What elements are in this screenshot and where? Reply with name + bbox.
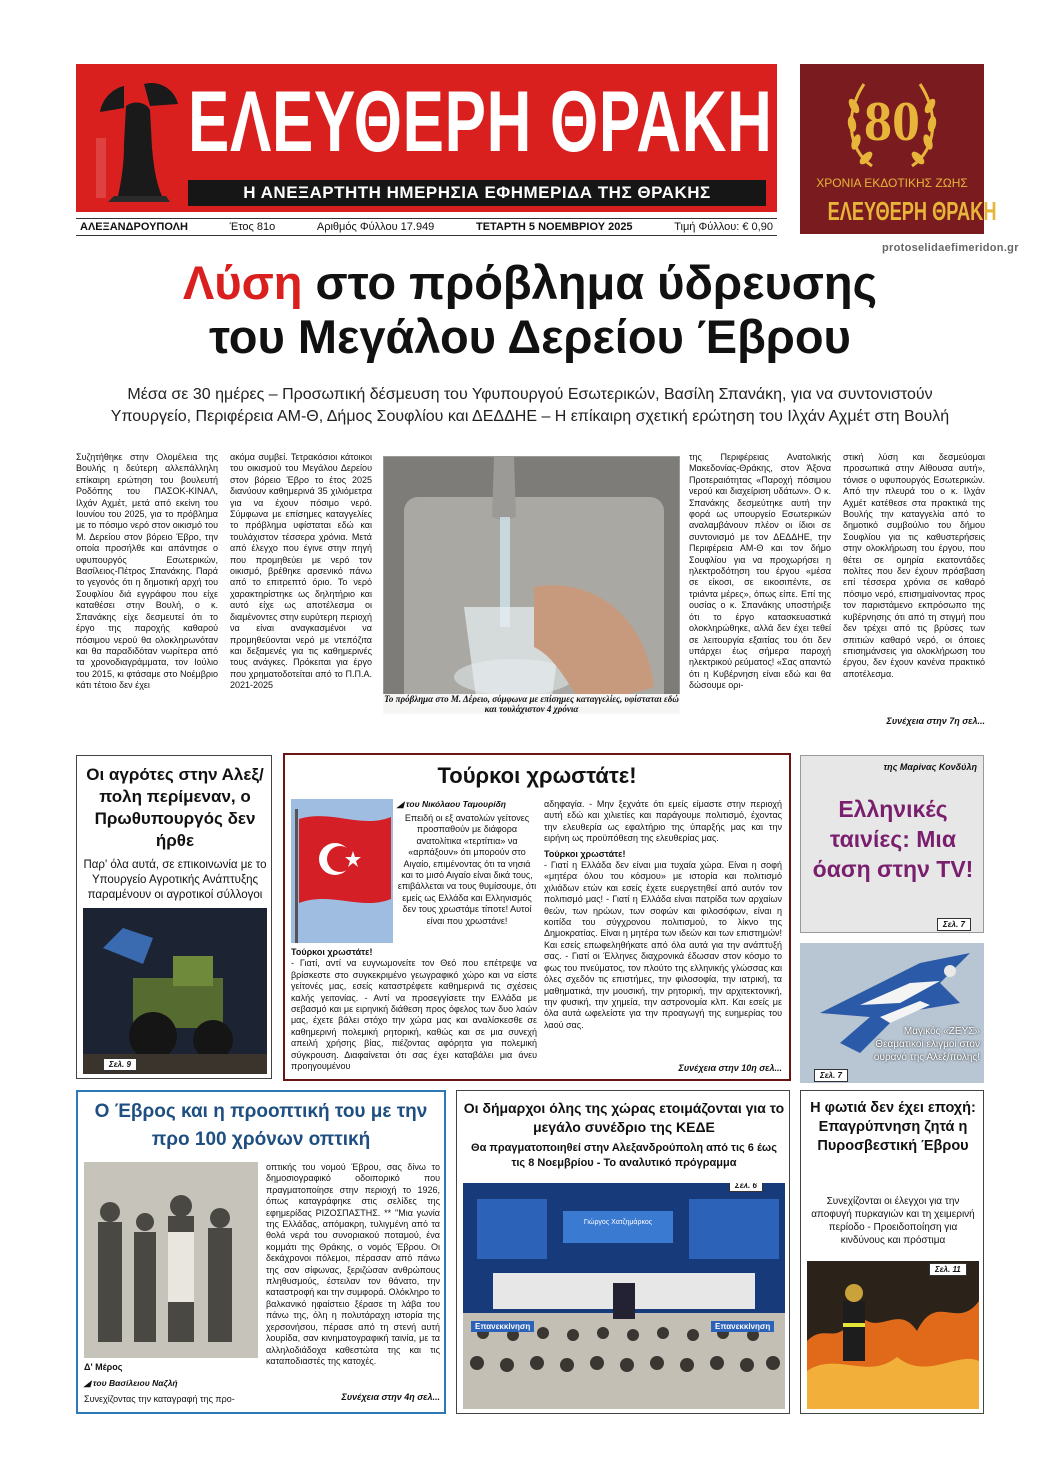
anniversary-number: 80 — [864, 91, 920, 153]
lead-subhead — [60, 384, 1000, 428]
turkish-flag-icon — [291, 799, 393, 943]
evros-continue-link[interactable]: Συνέχεια στην 4η σελ... — [341, 1392, 440, 1402]
films-box — [800, 755, 984, 933]
evros-title: Ο Έβρος και η προοπτική του με την προ 100 χρόνων οπτική — [94, 1101, 428, 1150]
headline-red-word: Λύση — [182, 256, 303, 309]
farmers-box — [76, 755, 272, 1079]
turkish-flag-photo — [291, 799, 393, 943]
lead-column-3: της Περιφέρειας Ανατολικής Μακεδονίας-Θράκης, στον Άξονα Προτεραιότητας «Παροχή πόσιμου νερού και διαχείριση υδάτων». Ο κ. Σπανάκης δεσμεύτηκε αυτή την φορά ως υπουργείο Εσωτερικών αναλαμβάνουν πλέον οι ίδιοι σε συντονισμό με τον ΔΕΔΔΗΕ, την Περιφέρεια ΑΜ-Θ και τον δήμο Σουφλίου για να προχωρήσει η ηλεκτροδότηση του έργου «μέσα σε είκοσι, σε εικοσιπέντε, σε τριάντα μέρες», όπως είπε. Επί της ουσίας ο κ. Σπανάκης υποστήριξε ότι το έργο κατασκευαστικά ολοκληρώθηκε, αλλά δεν έχει τεθεί σε λειτουργία εξαιτίας του ότι δεν υπάρχει έως σήμερα παροχή ηλεκτρικού ρεύματος! «Σας απαντώ ότι η Κυβέρνηση είναι εδώ και θα δώσουμε ορι- — [689, 452, 831, 691]
water-glass-illustration-icon — [384, 457, 680, 714]
dateline — [76, 218, 777, 236]
masthead-title: ΕΛΕΥΘΕΡΗ ΘΡΑΚΗ — [188, 74, 773, 170]
farmers-text: Παρ' όλα αυτά, σε επικοινωνία με το Υπουργείο Αγροτικής Ανάπτυξης παραμένουν οι αγροτικοί σύλλογοι — [83, 859, 267, 901]
dateline-city: ΑΛΕΞΑΝΔΡΟΥΠΟΛΗ — [80, 221, 188, 233]
anniversary-text: ΧΡΟΝΙΑ ΕΚΔΟΤΙΚΗΣ ΖΩΗΣ — [816, 176, 968, 190]
evros-historic-photo — [84, 1162, 258, 1358]
turks-paragraph-1: - Γιατί, αντί να ευγνωμονείτε τον Θεό που επέτρεψε να βρίσκεστε στο συγκεκριμένο γεωγραφικό χώρο και να είστε γείτονές μας, εσείς καταστρέφετε καθημερινά τις σχέσεις καλής γειτονίας. - Αντί να προσεγγίσετε την Ελλάδα με σεβασμό και με ειρηνική διάθεση προς όφελος των δυο λαών μας, έχετε βάλει στόχο την χώρα μας και αναλίσκεσθε σε καθημερινή πολεμική ρητορική, καθώς και σε μια συνεχή απειλή χρήσης βίας, πιέζοντας αφόρητα για πολεμική σύγκρουση. Διαφαίνεται ότι σας έχει καταβάλει μια άνευ προηγουμένου — [291, 958, 537, 1072]
zeus-jet-photo — [800, 943, 984, 1083]
films-author: της Μαρίνας Κονδύλη — [883, 762, 977, 772]
turks-author — [397, 799, 537, 810]
fire-text: Συνεχίζονται οι έλεγχοι για την αποφυγή πυρκαγιών και τη χειμερινή περίοδο - Προειδοποίηση για κινδύνους και πρόστιμα — [811, 1196, 975, 1246]
evros-text-right: οπτικής του νομού Έβρου, σας δίνω το δημοσιογραφικό οδοιπορικό που πραγματοποίησε στην περιοχή το 1926, όπως καταγράφηκε στις σελίδες της εφημερίδας ΡΙΖΟΣΠΑΣΤΗΣ. ** "Μια γωνία της Ελλάδας, απόμακρη, τυλιγμένη από τα θολά νερά του συνοριακού ποταμού, ένα κομμάτι της Θράκης, ο νομός Έβρου. Οι δεκάχρονοι πόλεμοι, πέρασαν από πάνω της σαν σίφωνας, ξεριζώσαν ανθρώπους πληθυσμούς, έστειλαν τον θάνατο, την καταστροφή και την συμφορά. Ολόκληρο το βαλκανικό ηφαίστειο ξέρασε τη λάβα του πάνω της, όλη η πολυτάραχη ιστορία της χερσονήσου, πέρασε από τη στενή αυτή λουρίδα, σαν κινηματογραφική ταινία, με τα αλληλοδιάδοχα καθεστώτα της και τις καταποδιαστές της κατοχές. — [266, 1162, 440, 1366]
evros-author-name: του Βασίλειου Ναζλή — [92, 1378, 178, 1388]
lead-headline — [60, 256, 1000, 364]
zeus-caption: Μαγικός «ΖΕΥΣ» Θεαματικοί ελιγμοί στον ουρανό της Αλεξ/πολης! — [873, 1026, 980, 1063]
farmers-title: Οι αγρότες στην Αλεξ/πολη περίμεναν, ο Πρωθυπουργός δεν ήρθε — [86, 765, 264, 850]
fire-box — [800, 1090, 984, 1414]
turks-paragraph-2: αδηφαγία. - Μην ξεχνάτε ότι εμείς είμαστε στην περιοχή αυτή εδώ και χιλιετίες και παράγουμε πολιτισμό, έχοντας την ελευθερία ως εφαλτήριο της ύπαρξής μας και την ειρήνη ως προϋπόθεση της ελευθερίας μας. — [544, 799, 782, 844]
kede-podium-name: Γιώργος Χατζημάρκος — [583, 1219, 653, 1226]
wildfire-icon — [807, 1261, 979, 1409]
fire-page-ref[interactable]: Σελ. 11 — [929, 1263, 967, 1276]
lead-column-2: ακόμα συμβεί. Τετρακόσιοι κάτοικοι του οικισμού του Μεγάλου Δερείου στον βόρειο Έβρο το έτος 2025 διανύουν καθημερινά 35 χιλιόμετρα για να έχουν πόσιμο νερό. Σύμφωνα με επίσημες καταγγελίες το πρόβλημα υφίσταται εδώ και τουλάχιστον τέσσερα χρόνια. Μετά από έλεγχο που έγινε στην πηγή που προμηθεύει με νερό τον οικισμό, βρέθηκε αρσενικό πάνω από το επιτρεπτό όριο. Το νερό χαρακτηρίστηκε ως δηλητήριο και αυτό είχε ως αποτέλεσμα οι διαμένοντες στην ευρύτερη περιοχή να είναι αναγκασμένοι να προμηθεύονται νερό με ντεπόζιτα και δεξαμενές για τις καθημερινές τους ανάγκες. Πρόκειται για έργο που χρηματοδοτείται από το Π.Π.Α. 2021-2025 — [230, 452, 372, 691]
tractor-icon — [83, 908, 267, 1074]
lead-column-4: στική λύση και δεσμεύομαι προσωπικά στην Αίθουσα αυτή», τόνισε ο υφυπουργός Εσωτερικών. Από την πλευρά του ο κ. Ιλχάν Αχμέτ κατέθεσε στα πρακτικά της Βουλής την καταγγελία από το δημοτικό συμβούλιο του δήμου Σουφλίου για τις καθυστερήσεις στην ολοκλήρωση του έργου, που θέτει σε ομηρία εκατοντάδες πολίτες που δεν έχουν πρόσβαση επί τέσσερα χρόνια σε καθαρό πόσιμο νερό, επισημαίνοντας προς τον παριστάμενο εκπρόσωπο της κυβέρνησης ότι από τη στιγμή που δεν τρέχει από τις βρύσες των σπιτιών καθαρό νερό, οι όποιες επισημάνσεις για ολοκλήρωση του έργου, δεν έχουν κανένα πρακτικό αποτέλεσμα. — [843, 452, 985, 679]
headline-line2: του Μεγάλου Δερείου Έβρου — [209, 310, 851, 363]
mayors-subtitle: Θα πραγματοποιηθεί στην Αλεξανδρούπολη από τις 6 έως τις 8 Νοεμβρίου - Το αναλυτικό πρόγραμμα — [471, 1142, 777, 1169]
subhead-line2: Υπουργείο, Περιφέρεια ΑΜ-Θ, Δήμος Σουφλίου και ΔΕΔΔΗΕ – Η επίκαιρη σχετική ερώτηση του Ιλχάν Αχμέτ στη Βουλή — [110, 408, 950, 425]
farmers-page-ref[interactable]: Σελ. 9 — [103, 1058, 137, 1071]
films-title: Ελληνικές ταινίες: Μια όαση στην TV! — [812, 796, 974, 882]
kede-screen-label-right: Επανεκκίνηση — [711, 1321, 774, 1332]
evros-author — [84, 1378, 258, 1389]
turks-subhead-1: Τούρκοι χρωστάτε! — [291, 947, 373, 957]
evros-text-left: Συνεχίζοντας την καταγραφή της προ- — [84, 1394, 235, 1404]
masthead — [76, 64, 777, 212]
dateline-year: Έτος 81ο — [229, 221, 276, 233]
lead-photo-water-tap — [383, 456, 680, 714]
dateline-issue: Αριθμός Φύλλου 17.949 — [316, 221, 435, 233]
headline-line1: στο πρόβλημα ύδρευσης — [302, 256, 878, 309]
turks-title: Τούρκοι χρωστάτε! — [437, 763, 637, 788]
turks-left-column — [291, 947, 537, 1079]
mayors-box — [456, 1090, 790, 1414]
dateline-price: Τιμή Φύλλου: € 0,90 — [674, 221, 773, 233]
turks-intro: Επειδή οι εξ ανατολών γείτονες προσπαθούν με διάφορα ανατολίτικα «τερτίπια» να «αρπάξουν» ότι μπορούν στο Αιγαίο, επιμένοντας ότι τα νησιά και το μισό Αιγαίο είναι δικά τους, επιβάλλεται να τους θυμίσουμε, ότι εμείς ως Ελλάδα και Ελληνισμός δεν τους χρωστάμε τίποτε! Αυτοί είναι που χρωστάνε! — [397, 813, 537, 926]
mayors-page-ref[interactable]: Σελ. 6 — [729, 1183, 763, 1192]
farmers-tractor-photo — [83, 908, 267, 1074]
turks-box — [283, 753, 791, 1081]
mayors-title: Οι δήμαρχοι όλης της χώρας ετοιμάζονται για το μεγάλο συνέδριο της ΚΕΔΕ — [463, 1100, 785, 1135]
turks-right-column — [544, 799, 782, 1061]
historic-soldiers-icon — [84, 1162, 258, 1358]
evros-box — [76, 1090, 446, 1414]
evros-part: Δ' Μέρος — [84, 1362, 123, 1372]
subhead-line1: Μέσα σε 30 ημέρες – Προσωπική δέσμευση του Υφυπουργού Εσωτερικών, Βασίλη Σπανάκη, για να συντονιστούν — [127, 386, 933, 403]
turks-paragraph-3: - Γιατί η Ελλάδα δεν είναι μια τυχαία χώρα. Είναι η σοφή «μητέρα όλου του κόσμου» με ιστορία και πολιτισμό χιλιάδων ετών και εσείς έχετε ευεργετηθεί από αυτόν τον πολιτισμό μας! - Γιατί η Ελλάδα είναι πατρίδα των αρχαίων θεών, των ηρώων, των σοφών και φιλοσόφων, είναι η κοιτίδα του σύγχρονου πολιτισμού, το λίκνο της Δημοκρατίας. Είναι η μητέρα των ιδεών και των επιστημών! Και εσείς επωφεληθήκατε από όλα αυτά για την ανάπτυξή σας. - Γιατί οι Έλληνες διαχρονικά έδωσαν στον κόσμο το φως του πνεύματος, τον πλούτο της ελληνικής γλώσσας και όλες σχεδόν τις επιστήμες, την φιλοσοφία, την ιατρική, τα μαθηματικά, την μουσική, την ρητορική, την αρχιτεκτονική, την φυσική, την χημεία, την αστρονομία κλπ. Και εσείς με όλα αυτά ωφελείστε για την προαγωγή της ευημερίας του λαού σας. — [544, 860, 782, 1030]
kede-conference-photo — [463, 1183, 785, 1409]
lead-photo-caption: Το πρόβλημα στο Μ. Δέρειο, σύμφωνα με επίσημες καταγγελίες, υφίσταται εδώ και τουλάχιστον 4 χρόνια — [384, 694, 679, 714]
masthead-subtitle: Η ΑΝΕΞΑΡΤΗΤΗ ΗΜΕΡΗΣΙΑ ΕΦΗΜΕΡΙΔΑ ΤΗΣ ΘΡΑΚΗΣ — [188, 180, 766, 206]
author-pen-icon: ◢ — [397, 799, 406, 809]
watermark: protoselidaefimeridon.gr — [882, 242, 1019, 254]
firefighter-photo — [807, 1261, 979, 1409]
turks-author-name: του Νικόλαου Ταμουρίδη — [405, 799, 506, 809]
lead-continue-link[interactable]: Συνέχεια στην 7η σελ... — [886, 716, 985, 726]
turks-subhead-2: Τούρκοι χρωστάτε! — [544, 848, 626, 859]
lead-column-1: Συζητήθηκε στην Ολομέλεια της Βουλής η δεύτερη αλλεπάλληλη επίκαιρη ερώτηση του βουλευτή Ροδόπης του ΠΑΣΟΚ-ΚΙΝΑΛ, Ιλχάν Αχμέτ, μετά από εκείνη του Ιουνίου του 2025, για το πρόβλημα με το πόσιμο νερό στον οικισμό του Μ. Δερείου στον βόρειο Έβρο, την οποία προσήλθε και απάντησε ο υφυπουργός Εσωτερικών, Βασίλειος-Πέτρος Σπανάκης. Παρά το γεγονός ότι η δημοτική αρχή του Σουφλίου διά εγγράφου που είχε καταθέσει στην Βουλή, ο κ. Σπανάκης είχε δεσμευτεί ότι το έργο της παροχής καθαρού πόσιμου νερού θα ολοκληρωνόταν και θα παραδιδόταν νωρίτερα από τα χρονοδιαγράμματα, τον Ιούλιο του 2015, κι φτάσαμε στο Νοέμβριο κάτι τέτοιο δεν έχει — [76, 452, 218, 691]
turks-continue-link[interactable]: Συνέχεια στην 10η σελ... — [678, 1063, 782, 1073]
anniversary-paper-name: ΕΛΕΥΘΕΡΗ ΘΡΑΚΗ — [827, 196, 997, 226]
author-pen-icon: ◢ — [84, 1378, 93, 1388]
fire-title: Η φωτιά δεν έχει εποχή: Επαγρύπνηση ζητά η Πυροσβεστική Έβρου — [810, 1100, 976, 1154]
winged-victory-statue-icon — [94, 78, 180, 202]
kede-screen-label-left: Επανεκκίνηση — [471, 1321, 534, 1332]
films-page-ref[interactable]: Σελ. 7 — [937, 918, 971, 931]
conference-hall-icon — [463, 1183, 785, 1409]
dateline-date: ΤΕΤΑΡΤΗ 5 ΝΟΕΜΒΡΙΟΥ 2025 — [475, 221, 633, 233]
zeus-page-ref[interactable]: Σελ. 7 — [814, 1069, 848, 1082]
anniversary-badge — [800, 64, 997, 234]
